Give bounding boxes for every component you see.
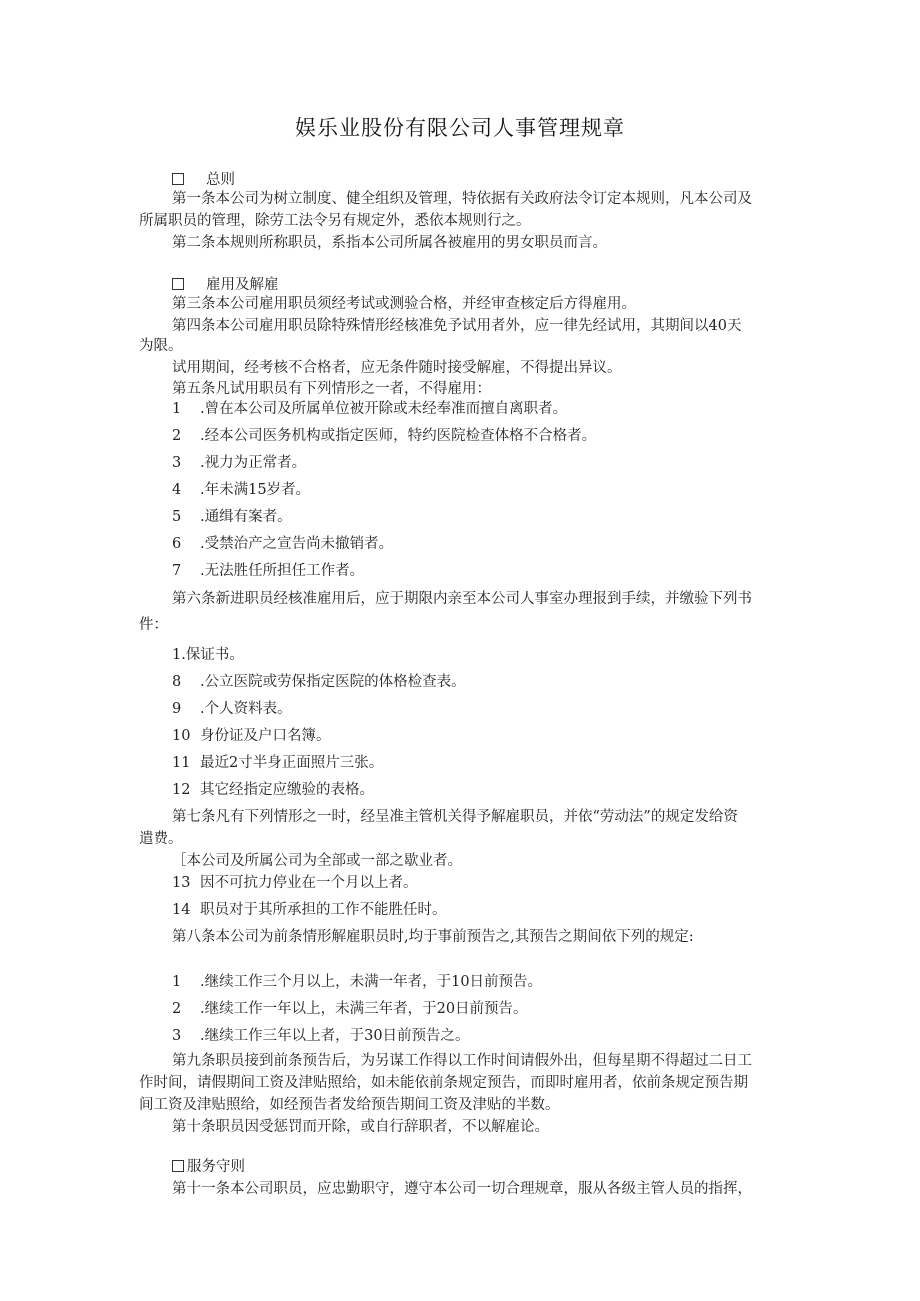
list-item (172, 453, 306, 473)
list-item-text: 最近2寸半身正面照片三张。 (200, 755, 384, 771)
paragraph-line: 第十一条本公司职员，应忠勤职守，遵守本公司一切合理规章，服从各级主管人员的指挥， (172, 1181, 752, 1197)
list-item (172, 507, 292, 527)
list-item-text: .通缉有案者。 (200, 509, 292, 525)
list-item-number: 3 (172, 1028, 182, 1044)
list-item (172, 699, 292, 719)
section-heading-text: 服务守则 (187, 1159, 245, 1175)
list-item (172, 972, 542, 992)
paragraph-line: 第九条职员接到前条预告后，为另谋工作得以工作时间请假外出，但每星期不得超过二日工 (172, 1053, 752, 1069)
list-item-number: 14 (172, 902, 191, 918)
list-item (172, 900, 447, 920)
list-item (172, 873, 418, 893)
list-item-number: 13 (172, 875, 191, 891)
paragraph-line: 第八条本公司为前条情形解雇职员时,均于事前预告之,其预告之期间依下列的规定: (172, 929, 694, 945)
list-item-number: 10 (172, 728, 191, 744)
list-item-number: 9 (172, 701, 182, 717)
list-item-number: 2 (172, 428, 182, 444)
list-item (172, 426, 596, 446)
paragraph-continuation: 间工资及津贴照给，如经预告者发给预告期间工资及津贴的半数。 (139, 1097, 560, 1113)
paragraph-line: 第四条本公司雇用职员除特殊情形经核准免予试用者外，应一律先经试用，其期间以40天 (172, 318, 742, 334)
list-item-text: 身份证及户口名簿。 (200, 728, 331, 744)
list-item-number: 4 (172, 482, 182, 498)
list-item-text: 职员对于其所承担的工作不能胜任时。 (200, 902, 447, 918)
paragraph-line: 第一条本公司为树立制度、健全组织及管理，特依据有关政府法令订定本规则，凡本公司及 (172, 191, 752, 207)
paragraph-line: 第七条凡有下列情形之一时，经呈准主管机关得予解雇职员，并依“劳动法”的规定发给资 (172, 809, 738, 825)
list-item-text: .继续工作三个月以上，未满一年者，于10日前预告。 (200, 974, 543, 990)
checkbox-square-icon (172, 278, 184, 290)
paragraph-line: ［本公司及所属公司为全部或一部之歇业者。 (172, 853, 462, 869)
list-item-text: .个人资料表。 (200, 701, 292, 717)
paragraph-continuation: 所属职员的管理，除劳工法令另有规定外，悉依本规则行之。 (139, 213, 531, 229)
list-item-number: 7 (172, 563, 182, 579)
list-item-number: 6 (172, 536, 182, 552)
list-item-text: .视力为正常者。 (200, 455, 307, 471)
paragraph-continuation: 为限。 (139, 338, 183, 354)
paragraph-line: 试用期间，经考核不合格者，应无条件随时接受解雇，不得提出异议。 (172, 360, 622, 376)
paragraph-continuation: 遣费。 (139, 831, 183, 847)
list-item (172, 672, 466, 692)
document-title: 娱乐业股份有限公司人事管理规章 (295, 116, 625, 140)
list-item-number: 12 (172, 782, 191, 798)
list-item (172, 753, 383, 773)
list-item-text: .年未满15岁者。 (200, 482, 311, 498)
list-item-number: 1 (172, 401, 182, 417)
section-heading (172, 1157, 245, 1177)
list-item (172, 534, 393, 554)
list-item-text: 因不可抗力停业在一个月以上者。 (200, 875, 418, 891)
list-item-number: 2 (172, 1001, 182, 1017)
list-item-number: 3 (172, 455, 182, 471)
section-heading-text: 雇用及解雇 (206, 277, 279, 293)
list-item-text: .无法胜任所担任工作者。 (200, 563, 365, 579)
list-item (172, 399, 567, 419)
list-item-number: 1 (172, 974, 182, 990)
list-item-number: 5 (172, 509, 182, 525)
checkbox-square-icon (172, 1160, 184, 1172)
list-item (172, 1026, 470, 1046)
list-item (172, 726, 331, 746)
section-heading (172, 170, 235, 190)
list-item-text: .继续工作一年以上，未满三年者，于20日前预告。 (200, 1001, 528, 1017)
list-item-text: .公立医院或劳保指定医院的体格检查表。 (200, 674, 466, 690)
checkbox-square-icon (172, 173, 184, 185)
list-item-number: 11 (172, 755, 191, 771)
paragraph-line: 第二条本规则所称职员，系指本公司所属各被雇用的男女职员而言。 (172, 235, 607, 251)
list-item-number: 8 (172, 674, 182, 690)
list-item-text: .受禁治产之宣告尚未撤销者。 (200, 536, 394, 552)
paragraph-line: 第十条职员因受惩罚而开除，或自行辞职者，不以解雇论。 (172, 1119, 549, 1135)
section-heading (172, 275, 279, 295)
paragraph-line: 1.保证书。 (172, 647, 244, 663)
list-item-text: .曾在本公司及所属单位被开除或未经奉准而擅自离职者。 (200, 401, 568, 417)
list-item (172, 999, 528, 1019)
list-item-text: 其它经指定应缴验的表格。 (200, 782, 374, 798)
list-item (172, 480, 310, 500)
list-item (172, 780, 374, 800)
paragraph-line: 第五条凡试用职员有下列情形之一者，不得雇用： (172, 381, 491, 397)
list-item (172, 561, 364, 581)
paragraph-continuation: 件： (139, 617, 168, 633)
list-item-text: .继续工作三年以上者，于30日前预告之。 (200, 1028, 470, 1044)
paragraph-continuation: 作时间，请假期间工资及津贴照给，如未能依前条规定预告，而即时雇用者，依前条规定预告期 (139, 1075, 748, 1091)
paragraph-line: 第六条新进职员经核准雇用后，应于期限内亲至本公司人事室办理报到手续，并缴验下列书 (172, 591, 752, 607)
list-item-text: .经本公司医务机构或指定医师，特约医院检查体格不合格者。 (200, 428, 597, 444)
section-heading-text: 总则 (206, 172, 235, 188)
paragraph-line: 第三条本公司雇用职员须经考试或测验合格，并经审查核定后方得雇用。 (172, 296, 636, 312)
